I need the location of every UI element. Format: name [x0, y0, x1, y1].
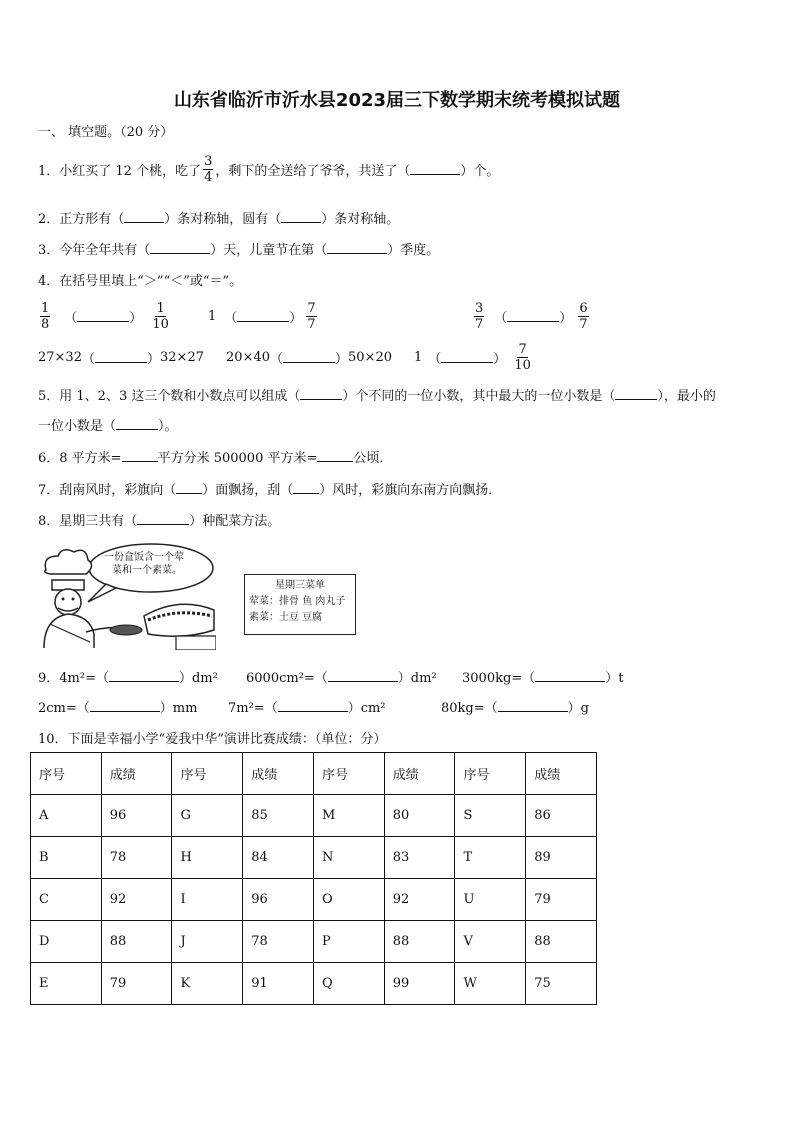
table-cell: V: [455, 921, 526, 963]
table-cell: 85: [243, 795, 314, 837]
table-cell: S: [455, 795, 526, 837]
q4-row-2: 27×32 （ ） 32×27 20×40 （ ） 50×20 1 （ ） $\frac{7}{10}$: [38, 341, 531, 373]
table-cell: Q: [313, 963, 384, 1005]
q3-blank-1[interactable]: [150, 242, 210, 254]
q4-row-1b: 1 （ ） $\frac{7}{7}$: [208, 300, 316, 332]
q1-blank[interactable]: [410, 163, 460, 175]
table-header: 成绩: [526, 753, 597, 795]
q4-integer-1: 1: [208, 308, 217, 324]
table-cell: 91: [243, 963, 314, 1005]
table-header-row: [31, 753, 597, 795]
table-cell: 96: [243, 879, 314, 921]
q7-blank-2[interactable]: [293, 482, 319, 494]
q4-fraction-2: $\frac{1}{10}$: [152, 300, 169, 332]
question-10: 10．下面是幸福小学“爱我中华”演讲比赛成绩：（单位：分）: [38, 732, 387, 747]
table-cell: 88: [526, 921, 597, 963]
q4-blank-1[interactable]: [77, 310, 129, 322]
question-5-line-2: 一位小数是（ ）。: [38, 419, 178, 434]
table-cell: 89: [526, 837, 597, 879]
question-7: 7．刮南风时，彩旗向（ ）面飘扬，刮（ ）风时，彩旗向东南方向飘扬．: [38, 483, 502, 498]
table-cell: O: [313, 879, 384, 921]
q4-blank-2[interactable]: [237, 310, 289, 322]
table-header: 成绩: [243, 753, 314, 795]
q2-blank-1[interactable]: [124, 211, 164, 223]
q4-fraction-4: $\frac{3}{7}$: [475, 300, 484, 332]
table-cell: I: [172, 879, 243, 921]
table-row: [31, 879, 597, 921]
table-cell: 88: [101, 921, 172, 963]
question-9-e: 7m²=（ ）cm²: [228, 701, 386, 716]
table-cell: G: [172, 795, 243, 837]
q9-blank-2[interactable]: [328, 670, 398, 682]
table-cell: U: [455, 879, 526, 921]
section-heading: 一、 填空题。（20 分）: [38, 125, 174, 140]
question-9-d: 2cm=（ ）mm: [38, 701, 198, 716]
page-title: 山东省临沂市沂水县2023届三下数学期末统考模拟试题: [173, 90, 621, 111]
table-cell: 83: [384, 837, 455, 879]
q1-text-a: 1．小红买了 12 个桃，吃了: [38, 163, 202, 179]
table-row: [31, 795, 597, 837]
q5-blank-3[interactable]: [116, 418, 158, 430]
q2-text-b: ）条对称轴，圆有（: [164, 212, 282, 227]
table-cell: T: [455, 837, 526, 879]
question-9-c: 3000kg=（ ）t: [462, 671, 624, 686]
q5-blank-2[interactable]: [615, 388, 657, 400]
q5-blank-1[interactable]: [300, 388, 342, 400]
table-header: 序号: [313, 753, 384, 795]
question-1: [38, 152, 499, 186]
table-row: [31, 837, 597, 879]
q4-fraction-1: $\frac{1}{8}$: [41, 300, 50, 332]
table-cell: D: [31, 921, 102, 963]
question-4: 4．在括号里填上“＞”“＜”或“＝”。: [38, 274, 243, 289]
table-cell: 78: [101, 837, 172, 879]
q9-blank-4[interactable]: [90, 700, 160, 712]
q6-blank-1[interactable]: [122, 450, 158, 462]
table-cell: E: [31, 963, 102, 1005]
table-cell: 92: [384, 879, 455, 921]
table-cell: 79: [526, 879, 597, 921]
q3-blank-2[interactable]: [327, 242, 387, 254]
table-header: 成绩: [101, 753, 172, 795]
table-cell: B: [31, 837, 102, 879]
q4-fraction-3: $\frac{7}{7}$: [307, 300, 316, 332]
table-cell: 99: [384, 963, 455, 1005]
menu-card: [244, 574, 356, 635]
q1-text-b: ，剩下的全送给了爷爷，共送了（: [215, 163, 411, 179]
q8-blank[interactable]: [137, 513, 189, 525]
q4-row-1a: $\frac{1}{8}$ （ ） $\frac{1}{10}$: [41, 300, 169, 332]
menu-title: 星期三菜单: [275, 580, 325, 591]
question-6: 6．8 平方米= 平方分米 500000 平方米= 公顷．: [38, 451, 393, 466]
table-cell: 96: [101, 795, 172, 837]
q9-blank-1[interactable]: [109, 670, 179, 682]
table-row: [31, 963, 597, 1005]
table-header: 序号: [455, 753, 526, 795]
table-header: 序号: [31, 753, 102, 795]
q9-blank-6[interactable]: [498, 700, 568, 712]
table-cell: K: [172, 963, 243, 1005]
q2-text-c: ）条对称轴。: [321, 212, 400, 227]
menu-meat: 荤菜：排骨 鱼 肉丸子: [249, 596, 346, 607]
q9-blank-5[interactable]: [278, 700, 348, 712]
table-cell: 80: [384, 795, 455, 837]
q4-blank-4[interactable]: [95, 351, 147, 363]
table-header: 序号: [172, 753, 243, 795]
table-cell: 86: [526, 795, 597, 837]
table-cell: J: [172, 921, 243, 963]
question-9-a: 9．4m²=（ ）dm²: [38, 671, 218, 686]
table-cell: M: [313, 795, 384, 837]
table-cell: W: [455, 963, 526, 1005]
q4-blank-3[interactable]: [507, 310, 559, 322]
table-cell: P: [313, 921, 384, 963]
q6-blank-2[interactable]: [317, 450, 353, 462]
table-cell: 88: [384, 921, 455, 963]
menu-veg: 素菜：土豆 豆腐: [249, 612, 323, 623]
q7-blank-1[interactable]: [176, 482, 202, 494]
table-cell: H: [172, 837, 243, 879]
q4-fraction-6: $\frac{7}{10}$: [514, 341, 531, 373]
table-cell: 79: [101, 963, 172, 1005]
table-header: 成绩: [384, 753, 455, 795]
table-cell: 84: [243, 837, 314, 879]
q4-row-1c: $\frac{3}{7}$ （ ） $\frac{6}{7}$: [475, 300, 588, 332]
table-cell: N: [313, 837, 384, 879]
q1-text-c: ）个。: [460, 163, 500, 179]
q2-text-a: 2．正方形有（: [38, 212, 125, 227]
question-5: 5．用 1、2、3 这三个数和小数点可以组成（ ）个不同的一位小数，其中最大的一位小数是（ ），最小的: [38, 389, 716, 404]
table-cell: 75: [526, 963, 597, 1005]
q3-text-a: 3．今年全年共有（: [38, 243, 151, 258]
table-row: [31, 921, 597, 963]
table-cell: 78: [243, 921, 314, 963]
q4-blank-5[interactable]: [283, 351, 335, 363]
q9-blank-3[interactable]: [535, 670, 605, 682]
q4-fraction-5: $\frac{6}{7}$: [579, 300, 588, 332]
table-cell: C: [31, 879, 102, 921]
bubble-line-2: 菜和一个素菜。: [112, 565, 182, 576]
table-cell: A: [31, 795, 102, 837]
bubble-line-1: 一份盒饭含一个荤: [104, 552, 184, 563]
q3-text-c: ）季度。: [387, 243, 440, 258]
question-3: [38, 239, 439, 258]
q3-text-b: ）天，儿童节在第（: [210, 243, 328, 258]
table-cell: 92: [101, 879, 172, 921]
q1-fraction: $\frac{3}{4}$: [204, 153, 213, 185]
speech-bubble: [90, 543, 208, 591]
q4-blank-6[interactable]: [441, 351, 493, 363]
scores-table: [30, 752, 597, 1005]
q2-blank-2[interactable]: [281, 211, 321, 223]
question-9-b: 6000cm²=（ ）dm²: [246, 671, 437, 686]
question-2: [38, 208, 399, 227]
question-9-f: 80kg=（ ）g: [441, 701, 589, 716]
question-8: 8．星期三共有（ ）种配菜方法。: [38, 514, 281, 529]
